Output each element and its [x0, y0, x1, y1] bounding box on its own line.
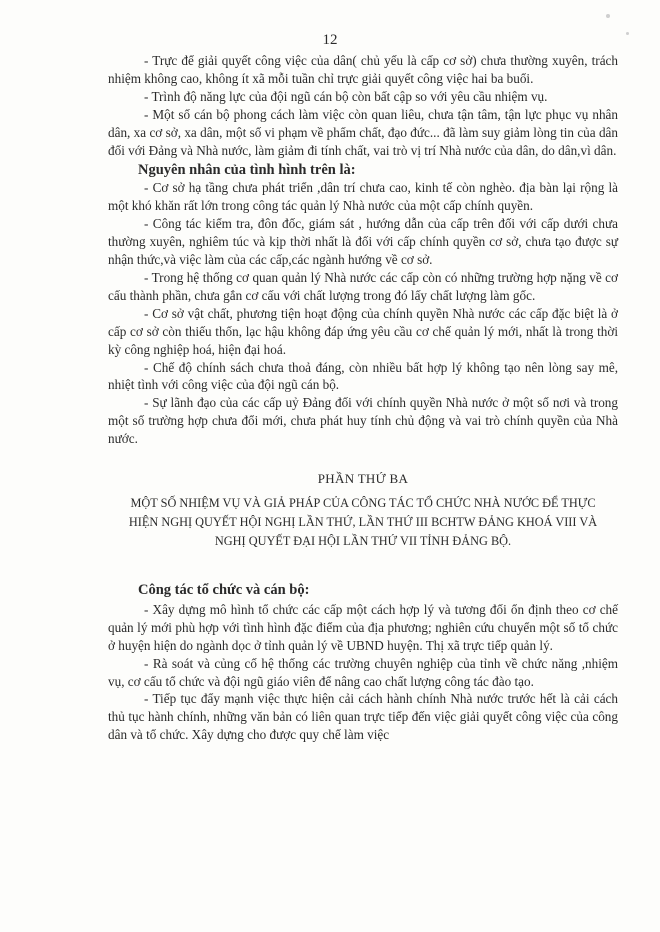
part-subtitle-line: NGHỊ QUYẾT ĐẠI HỘI LẦN THỨ VII TỈNH ĐẢNG BỘ.	[214, 533, 512, 548]
part-subtitle-line: MỘT SỐ NHIỆM VỤ VÀ GIẢ PHÁP CỦA CÔNG TÁC TỔ CHỨC NHÀ NƯỚC ĐỂ THỰC	[130, 495, 596, 510]
section-heading-organization: Công tác tổ chức và cán bộ:	[138, 581, 310, 598]
paragraph: - Trong hệ thống cơ quan quản lý Nhà nước các cấp còn có những trường hợp nặng về cơ cấu thành phần, chưa gắn cơ cấu với chất lượng trong đó lấy chất lượng làm gốc.	[108, 269, 618, 303]
paragraph: - Trực để giải quyết công việc của dân( chủ yếu là cấp cơ sở) chưa thường xuyên, trách nhiệm không cao, không ít xã mỗi tuần chỉ trực giải quyết công việc hai ba buổi.	[108, 53, 618, 86]
scan-speck	[606, 14, 610, 18]
part-subtitle-line: HIỆN NGHỊ QUYẾT HỘI NGHỊ LẦN THỨ, LẦN THỨ III BCHTW ĐẢNG KHOÁ VIII VÀ	[128, 514, 598, 529]
paragraph: - Cơ sở vật chất, phương tiện hoạt động của chính quyền Nhà nước các cấp đặc biệt là ở cấp cơ sở còn thiếu thốn, lạc hậu không đáp ứng yêu cầu cơ chế quản lý mới, nhất là trong thời kỳ công nghiệp hoá, hiện đại hoá.	[108, 305, 618, 357]
paragraph: - Tiếp tục đẩy mạnh việc thực hiện cải cách hành chính Nhà nước trước hết là cải cách thủ tục hành chính, những văn bản có liên quan trực tiếp đến việc giải quyết công việc của công dân và tổ chức. Xây dựng cho được quy chế làm việc	[108, 691, 618, 743]
section-heading-causes: Nguyên nhân của tình hình trên là:	[138, 162, 356, 179]
body-text	[108, 52, 618, 744]
paragraph: - Sự lãnh đạo của các cấp uỷ Đảng đối với chính quyền Nhà nước ở một số nơi và trong một số trường hợp chưa đổi mới, chưa phát huy tính chủ động và vai trò chính quyền của Nhà nước.	[108, 395, 618, 447]
paragraph: - Cơ sở hạ tầng chưa phát triển ,dân trí chưa cao, kinh tế còn nghèo. địa bàn lại rộng là một khó khăn rất lớn trong công tác quản lý Nhà nước của một cấp chính quyền.	[108, 180, 618, 214]
page-number: 12	[322, 32, 338, 48]
part-title: PHẦN THỨ BA	[317, 471, 409, 487]
paragraph: - Một số cán bộ phong cách làm việc còn quan liêu, chưa tận tâm, tận lực phục vụ nhân dân, xa cơ sở, xa dân, một số vi phạm về phẩm chất, đạo đức... đã làm suy giảm lòng tin của dân đối với Đảng và Nhà nước, làm giảm đi tính chất, vai trò vị trí Nhà nước của dân, do dân,vì dân.	[108, 106, 618, 158]
paragraph: - Chế độ chính sách chưa thoả đáng, còn nhiều bất hợp lý không tạo nên lòng say mê, nhiệt tình với công việc của đội ngũ cán bộ.	[108, 359, 618, 393]
part-heading-block	[108, 470, 618, 551]
paragraph: - Công tác kiểm tra, đôn đốc, giám sát , hướng dẫn của cấp trên đối với cấp dưới chưa thường xuyên, nghiêm túc và kịp thời nhất là đối với cấp chính quyền cơ sở, chưa tạo được sự nhận thức,và việc làm của các cấp,các ngành hướng về cơ sở.	[108, 216, 618, 268]
paragraph: - Rà soát và củng cố hệ thống các trường chuyên nghiệp của tỉnh về chức năng ,nhiệm vụ, cơ cấu tổ chức và đội ngũ giáo viên để nâng cao chất lượng công tác đào tạo.	[108, 655, 618, 689]
paragraph: - Trình độ năng lực của đội ngũ cán bộ còn bất cập so với yêu cầu nhiệm vụ.	[144, 88, 548, 104]
paragraph: - Xây dựng mô hình tổ chức các cấp một cách hợp lý và tương đối ổn định theo cơ chế quản lý mới phù hợp với tình hình đặc điểm của địa phương; nghiên cứu chuyển một số tổ chức ở huyện hiện do ngành dọc ở tỉnh quản lý về UBND huyện. Thị xã trực tiếp quản lý.	[108, 601, 618, 653]
part-subtitle	[108, 494, 618, 551]
